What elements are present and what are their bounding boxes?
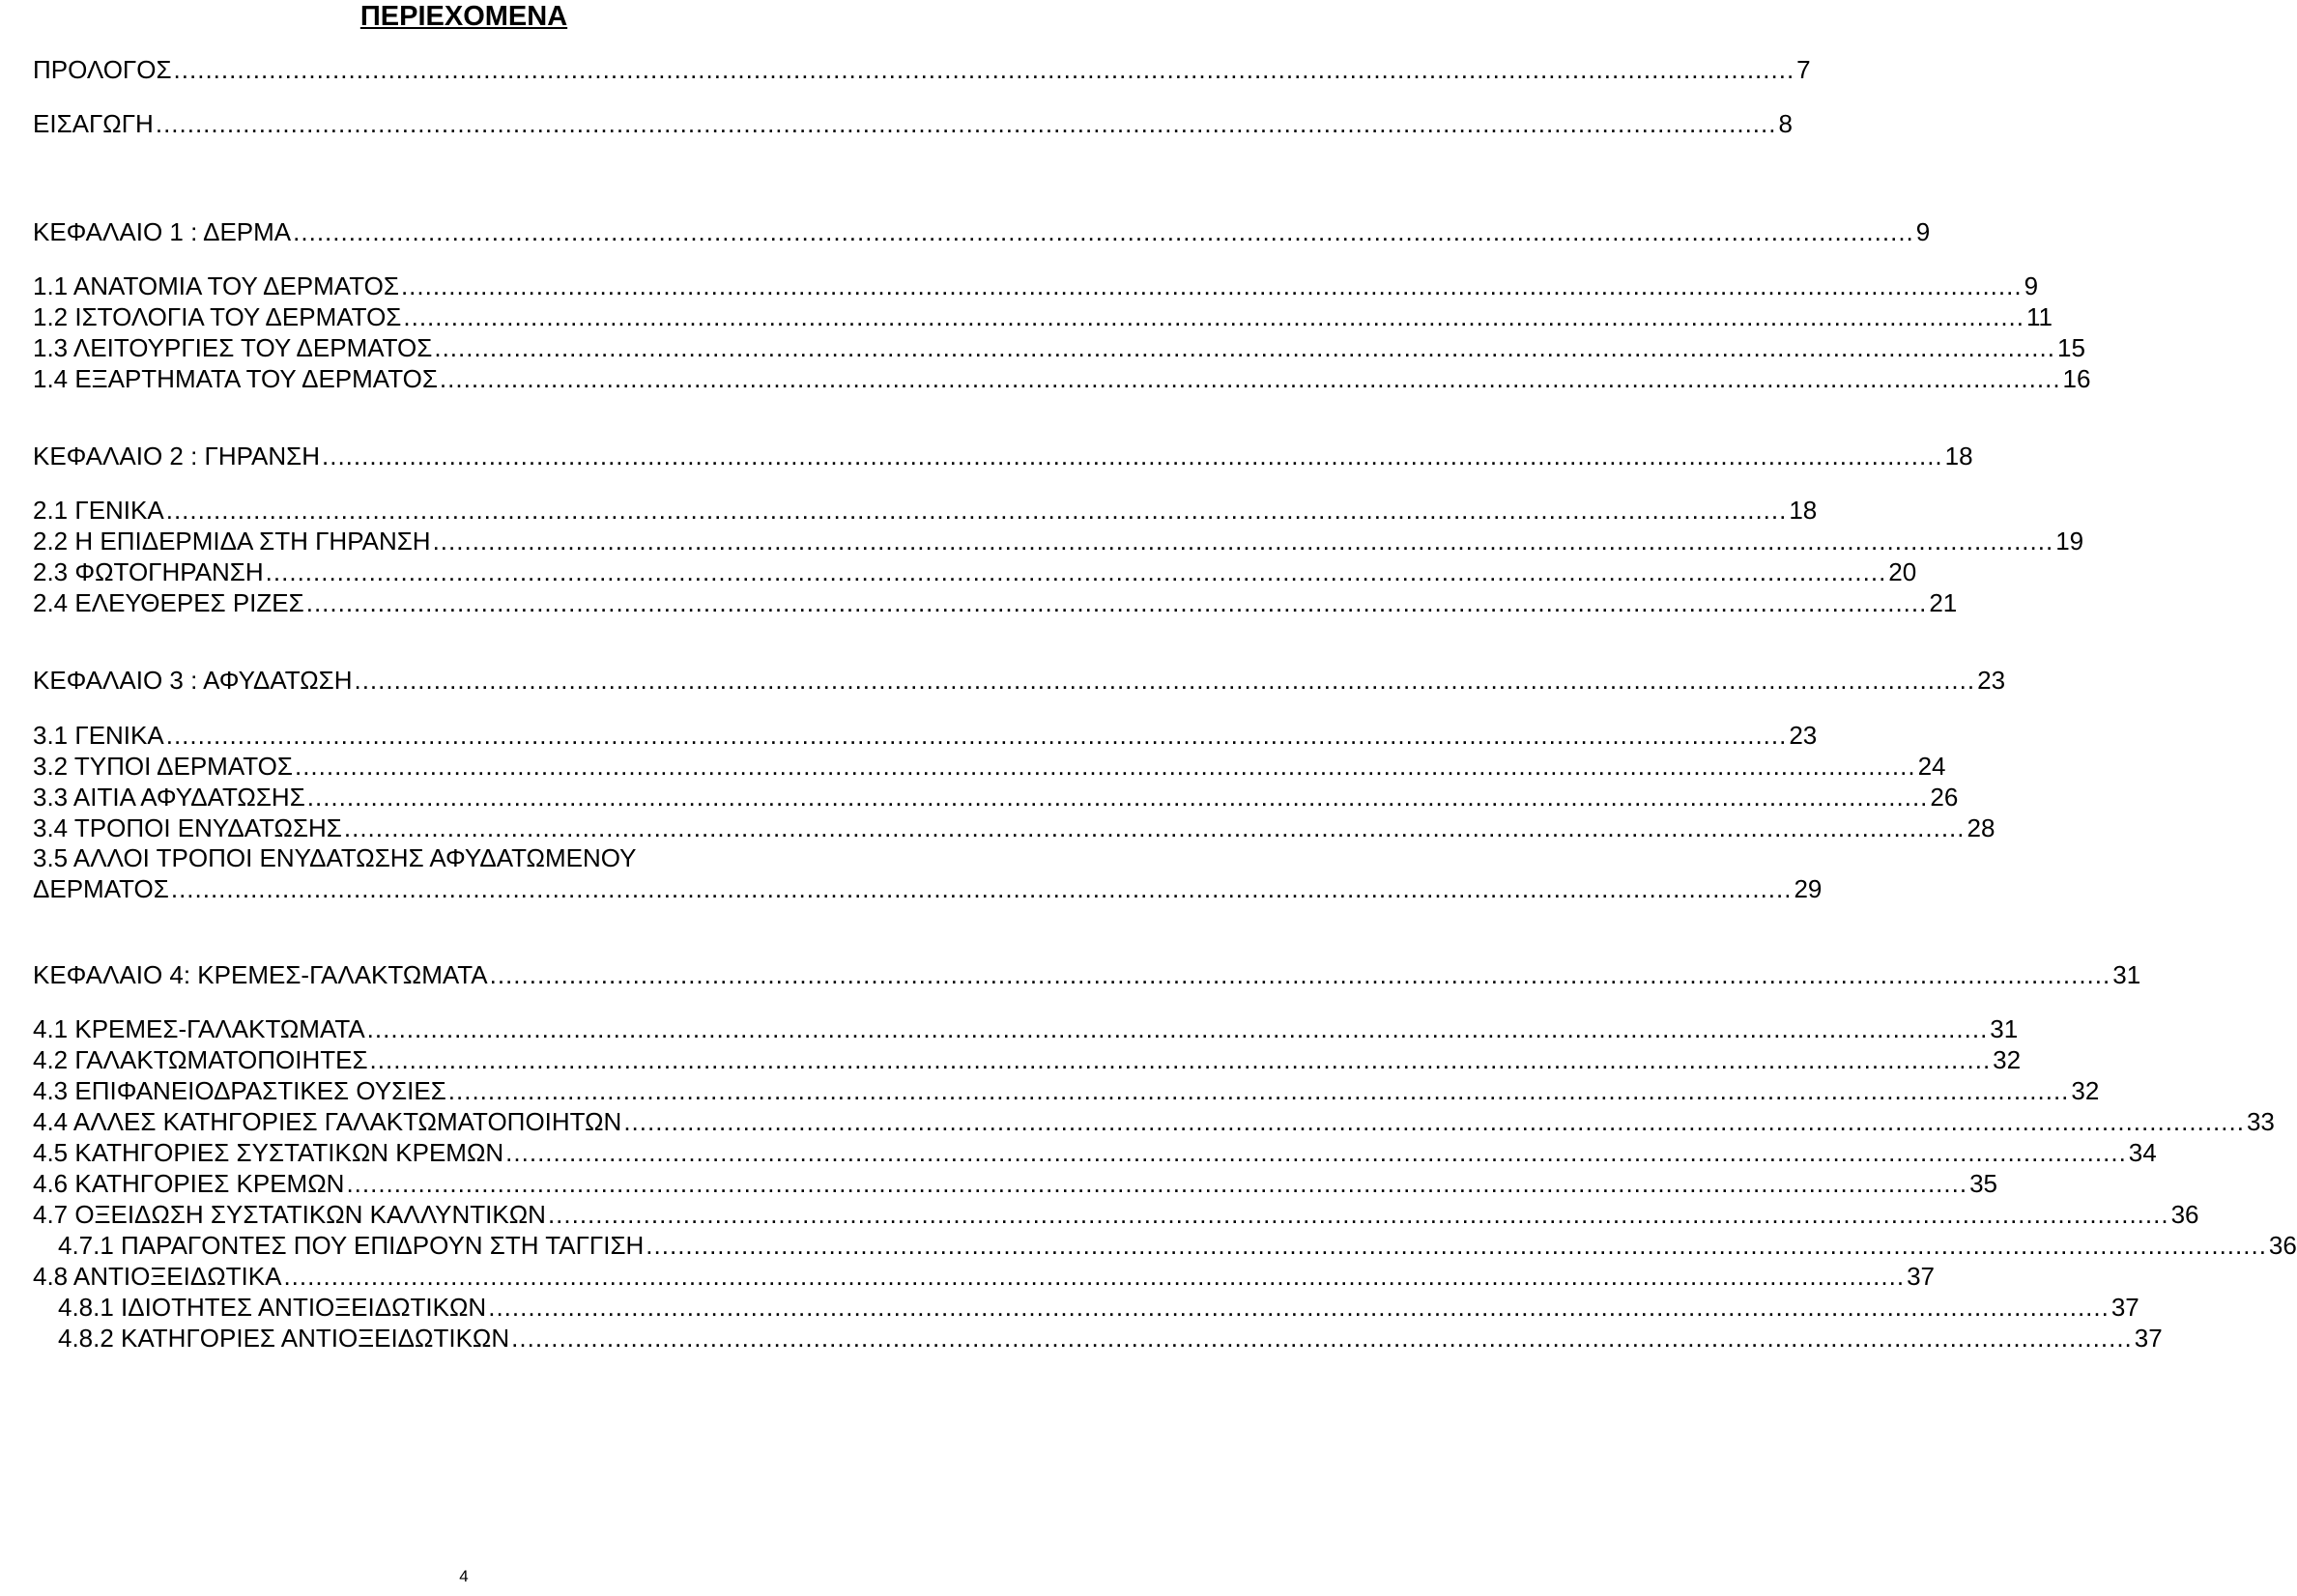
toc-entry-label: 4.3 ΕΠΙΦΑΝΕΙΟΔΡΑΣΤΙΚΕΣ ΟΥΣΙΕΣ: [33, 1076, 446, 1105]
toc-entry: ΠΡΟΛΟΓΟΣ ............................................................................................................................................................................................................ 7: [33, 55, 1811, 84]
toc-entry: 4.7 ΟΞΕΙΔΩΣΗ ΣΥΣΤΑΤΙΚΩΝ ΚΑΛΛΥΝΤΙΚΩΝ ............................................................................................................................................................................................................ 36: [33, 1200, 2199, 1229]
toc-entry: ΚΕΦΑΛΑΙΟ 1 : ΔΕΡΜΑ ............................................................................................................................................................................................................ 9: [33, 217, 1931, 246]
toc-entry: 3.1 ΓΕΝΙΚΑ ............................................................................................................................................................................................................ 23: [33, 721, 1818, 750]
toc-entry-label: 4.8 ΑΝΤΙΟΞΕΙΔΩΤΙΚΑ: [33, 1262, 282, 1291]
toc-entry: 4.6 ΚΑΤΗΓΟΡΙΕΣ ΚΡΕΜΩΝ ............................................................................................................................................................................................................ 35: [33, 1169, 1997, 1198]
page-number: 4: [459, 1567, 469, 1585]
toc-entry-label: 3.3 ΑΙΤΙΑ ΑΦΥΔΑΤΩΣΗΣ: [33, 783, 305, 812]
toc-entry-label: ΚΕΦΑΛΑΙΟ 2 : ΓΗΡΑΝΣΗ: [33, 442, 321, 470]
toc-entry-page: 15: [2056, 333, 2085, 362]
toc-entry-page: 32: [1993, 1045, 2022, 1074]
toc-entry: 2.1 ΓΕΝΙΚΑ ............................................................................................................................................................................................................ 18: [33, 496, 1818, 525]
toc-entry-label: 2.3 ΦΩΤΟΓΗΡΑΝΣΗ: [33, 557, 264, 586]
toc-entry: 4.1 ΚΡΕΜΕΣ-ΓΑΛΑΚΤΩΜΑΤΑ ............................................................................................................................................................................................................ 31: [33, 1014, 2019, 1043]
toc-entry-page: 23: [1977, 666, 2006, 695]
toc-entry-label: 3.4 ΤΡΟΠΟΙ ΕΝΥΔΑΤΩΣΗΣ: [33, 813, 342, 842]
toc-entry-page: 31: [2112, 960, 2141, 989]
toc-entry: ΔΕΡΜΑΤΟΣ ............................................................................................................................................................................................................ 29: [33, 874, 1823, 903]
toc-entry-label: 4.8.2 ΚΑΤΗΓΟΡΙΕΣ ΑΝΤΙΟΞΕΙΔΩΤΙΚΩΝ: [58, 1324, 510, 1353]
toc-entry-label: 3.1 ΓΕΝΙΚΑ: [33, 721, 164, 750]
toc-entry-page: 37: [1907, 1262, 1935, 1291]
toc-entry: ΚΕΦΑΛΑΙΟ 3 : ΑΦΥΔΑΤΩΣΗ ............................................................................................................................................................................................................ 23: [33, 666, 2006, 695]
toc-entry-label: ΚΕΦΑΛΑΙΟ 1 : ΔΕΡΜΑ: [33, 217, 292, 246]
toc-entry-page: 20: [1888, 557, 1917, 586]
toc-entry-label: 1.4 ΕΞΑΡΤΗΜΑΤΑ ΤΟΥ ΔΕΡΜΑΤΟΣ: [33, 364, 438, 393]
toc-entry-label: 4.2 ΓΑΛΑΚΤΩΜΑΤΟΠΟΙΗΤΕΣ: [33, 1045, 368, 1074]
toc-entry: 1.3 ΛΕΙΤΟΥΡΓΙΕΣ ΤΟΥ ΔΕΡΜΑΤΟΣ ............................................................................................................................................................................................................ 15: [33, 333, 2085, 362]
toc-entry-label: 4.4 ΑΛΛΕΣ ΚΑΤΗΓΟΡΙΕΣ ΓΑΛΑΚΤΩΜΑΤΟΠΟΙΗΤΩΝ: [33, 1107, 622, 1136]
toc-entry-page: 23: [1789, 721, 1818, 750]
toc-entry-label: ΕΙΣΑΓΩΓΗ: [33, 109, 154, 138]
toc-entry-page: 21: [1929, 588, 1958, 617]
toc-entry-label-first-line: 3.5 ΑΛΛΟΙ ΤΡΟΠΟΙ ΕΝΥΔΑΤΩΣΗΣ ΑΦΥΔΑΤΩΜΕΝΟΥ: [33, 843, 637, 872]
toc-entry-page: 36: [2268, 1231, 2297, 1260]
toc-entry-label: 4.6 ΚΑΤΗΓΟΡΙΕΣ ΚΡΕΜΩΝ: [33, 1169, 345, 1198]
toc-entry-page: 31: [1990, 1014, 2019, 1043]
toc-entry-page: 29: [1794, 874, 1823, 903]
toc-entry-page: 9: [1915, 217, 1931, 246]
toc-entry: ΚΕΦΑΛΑΙΟ 4: ΚΡΕΜΕΣ-ΓΑΛΑΚΤΩΜΑΤΑ ............................................................................................................................................................................................................ 31: [33, 960, 2141, 989]
toc-entry-page: 36: [2170, 1200, 2199, 1229]
toc-entry-label: 1.2 ΙΣΤΟΛΟΓΙΑ ΤΟΥ ΔΕΡΜΑΤΟΣ: [33, 302, 402, 331]
toc-entry-page: 34: [2128, 1138, 2157, 1167]
toc-entry-label: 1.1 ΑΝΑΤΟΜΙΑ ΤΟΥ ΔΕΡΜΑΤΟΣ: [33, 271, 399, 300]
toc-entry: 2.2 Η ΕΠΙΔΕΡΜΙΔΑ ΣΤΗ ΓΗΡΑΝΣΗ ............................................................................................................................................................................................................ 19: [33, 527, 2084, 556]
toc-entry-page: 35: [1969, 1169, 1997, 1198]
toc-entry-label: 2.2 Η ΕΠΙΔΕΡΜΙΔΑ ΣΤΗ ΓΗΡΑΝΣΗ: [33, 527, 431, 556]
toc-entry: 4.8.2 ΚΑΤΗΓΟΡΙΕΣ ΑΝΤΙΟΞΕΙΔΩΤΙΚΩΝ ............................................................................................................................................................................................................ 37: [58, 1324, 2163, 1353]
toc-entry: 3.2 ΤΥΠΟΙ ΔΕΡΜΑΤΟΣ ............................................................................................................................................................................................................ 24: [33, 752, 1946, 781]
toc-entry-label: 4.7.1 ΠΑΡΑΓΟΝΤΕΣ ΠΟΥ ΕΠΙΔΡΟΥΝ ΣΤΗ ΤΑΓΓΙΣΗ: [58, 1231, 645, 1260]
toc-entry-page: 16: [2062, 364, 2091, 393]
toc-entry: 4.8 ΑΝΤΙΟΞΕΙΔΩΤΙΚΑ ............................................................................................................................................................................................................ 37: [33, 1262, 1935, 1291]
toc-entry-label: 2.4 ΕΛΕΥΘΕΡΕΣ ΡΙΖΕΣ: [33, 588, 304, 617]
toc-entry: ΚΕΦΑΛΑΙΟ 2 : ΓΗΡΑΝΣΗ ............................................................................................................................................................................................................ 18: [33, 442, 1973, 470]
toc-entry-page: 37: [2134, 1324, 2163, 1353]
toc-entry: 4.3 ΕΠΙΦΑΝΕΙΟΔΡΑΣΤΙΚΕΣ ΟΥΣΙΕΣ ............................................................................................................................................................................................................ 32: [33, 1076, 2100, 1105]
toc-entry: 1.2 ΙΣΤΟΛΟΓΙΑ ΤΟΥ ΔΕΡΜΑΤΟΣ ............................................................................................................................................................................................................ 11: [33, 302, 2053, 331]
toc-entry-label: 3.2 ΤΥΠΟΙ ΔΕΡΜΑΤΟΣ: [33, 752, 293, 781]
toc-entry-page: 9: [2024, 271, 2039, 300]
toc-entry-page: 18: [1789, 496, 1818, 525]
toc-entry-label: 4.5 ΚΑΤΗΓΟΡΙΕΣ ΣΥΣΤΑΤΙΚΩΝ ΚΡΕΜΩΝ: [33, 1138, 504, 1167]
toc-entry-page: 33: [2246, 1107, 2275, 1136]
toc-entry: 1.1 ΑΝΑΤΟΜΙΑ ΤΟΥ ΔΕΡΜΑΤΟΣ ............................................................................................................................................................................................................ 9: [33, 271, 2039, 300]
toc-entry: 4.4 ΑΛΛΕΣ ΚΑΤΗΓΟΡΙΕΣ ΓΑΛΑΚΤΩΜΑΤΟΠΟΙΗΤΩΝ ............................................................................................................................................................................................................ 33: [33, 1107, 2275, 1136]
toc-entry-label: 4.7 ΟΞΕΙΔΩΣΗ ΣΥΣΤΑΤΙΚΩΝ ΚΑΛΛΥΝΤΙΚΩΝ: [33, 1200, 546, 1229]
toc-entry-page: 19: [2055, 527, 2084, 556]
toc-entry-page: 28: [1967, 813, 1996, 842]
toc-title: ΠΕΡΙΕΧΟΜΕΝΑ: [359, 1, 568, 32]
toc-entry: 1.4 ΕΞΑΡΤΗΜΑΤΑ ΤΟΥ ΔΕΡΜΑΤΟΣ ............................................................................................................................................................................................................ 16: [33, 364, 2091, 393]
toc-entry-label: 2.1 ΓΕΝΙΚΑ: [33, 496, 164, 525]
toc-entry-page: 26: [1930, 783, 1959, 812]
toc-entry: 4.8.1 ΙΔΙΟΤΗΤΕΣ ΑΝΤΙΟΞΕΙΔΩΤΙΚΩΝ ............................................................................................................................................................................................................ 37: [58, 1293, 2139, 1322]
toc-entry-page: 8: [1778, 109, 1793, 138]
toc-entry: 2.3 ΦΩΤΟΓΗΡΑΝΣΗ ............................................................................................................................................................................................................ 20: [33, 557, 1917, 586]
toc-entry-page: 37: [2110, 1293, 2139, 1322]
toc-entry-page: 24: [1917, 752, 1946, 781]
toc-entry-label: ΚΕΦΑΛΑΙΟ 4: ΚΡΕΜΕΣ-ΓΑΛΑΚΤΩΜΑΤΑ: [33, 960, 488, 989]
toc-entry-page: 11: [2026, 302, 2053, 331]
toc-entry-page: 32: [2071, 1076, 2100, 1105]
toc-entry-page: 7: [1796, 55, 1811, 84]
toc-entry-label: 1.3 ΛΕΙΤΟΥΡΓΙΕΣ ΤΟΥ ΔΕΡΜΑΤΟΣ: [33, 333, 433, 362]
toc-entry: 3.4 ΤΡΟΠΟΙ ΕΝΥΔΑΤΩΣΗΣ ............................................................................................................................................................................................................ 28: [33, 813, 1996, 842]
toc-entry-label: ΠΡΟΛΟΓΟΣ: [33, 55, 172, 84]
toc-entry-page: 18: [1944, 442, 1973, 470]
toc-entry: 4.2 ΓΑΛΑΚΤΩΜΑΤΟΠΟΙΗΤΕΣ ............................................................................................................................................................................................................ 32: [33, 1045, 2022, 1074]
toc-entry-label: ΚΕΦΑΛΑΙΟ 3 : ΑΦΥΔΑΤΩΣΗ: [33, 666, 353, 695]
toc-entry: ΕΙΣΑΓΩΓΗ ............................................................................................................................................................................................................ 8: [33, 109, 1793, 138]
toc-entry-label: 4.1 ΚΡΕΜΕΣ-ΓΑΛΑΚΤΩΜΑΤΑ: [33, 1014, 365, 1043]
toc-entry: 4.5 ΚΑΤΗΓΟΡΙΕΣ ΣΥΣΤΑΤΙΚΩΝ ΚΡΕΜΩΝ ............................................................................................................................................................................................................ 34: [33, 1138, 2157, 1167]
toc-entry-label: 4.8.1 ΙΔΙΟΤΗΤΕΣ ΑΝΤΙΟΞΕΙΔΩΤΙΚΩΝ: [58, 1293, 487, 1322]
toc-entry-label: ΔΕΡΜΑΤΟΣ: [33, 874, 169, 903]
toc-entry: 3.3 ΑΙΤΙΑ ΑΦΥΔΑΤΩΣΗΣ ............................................................................................................................................................................................................ 26: [33, 783, 1959, 812]
toc-entry: 4.7.1 ΠΑΡΑΓΟΝΤΕΣ ΠΟΥ ΕΠΙΔΡΟΥΝ ΣΤΗ ΤΑΓΓΙΣΗ ............................................................................................................................................................................................................ 36: [58, 1231, 2297, 1260]
toc-entry: 2.4 ΕΛΕΥΘΕΡΕΣ ΡΙΖΕΣ ............................................................................................................................................................................................................ 21: [33, 588, 1958, 617]
